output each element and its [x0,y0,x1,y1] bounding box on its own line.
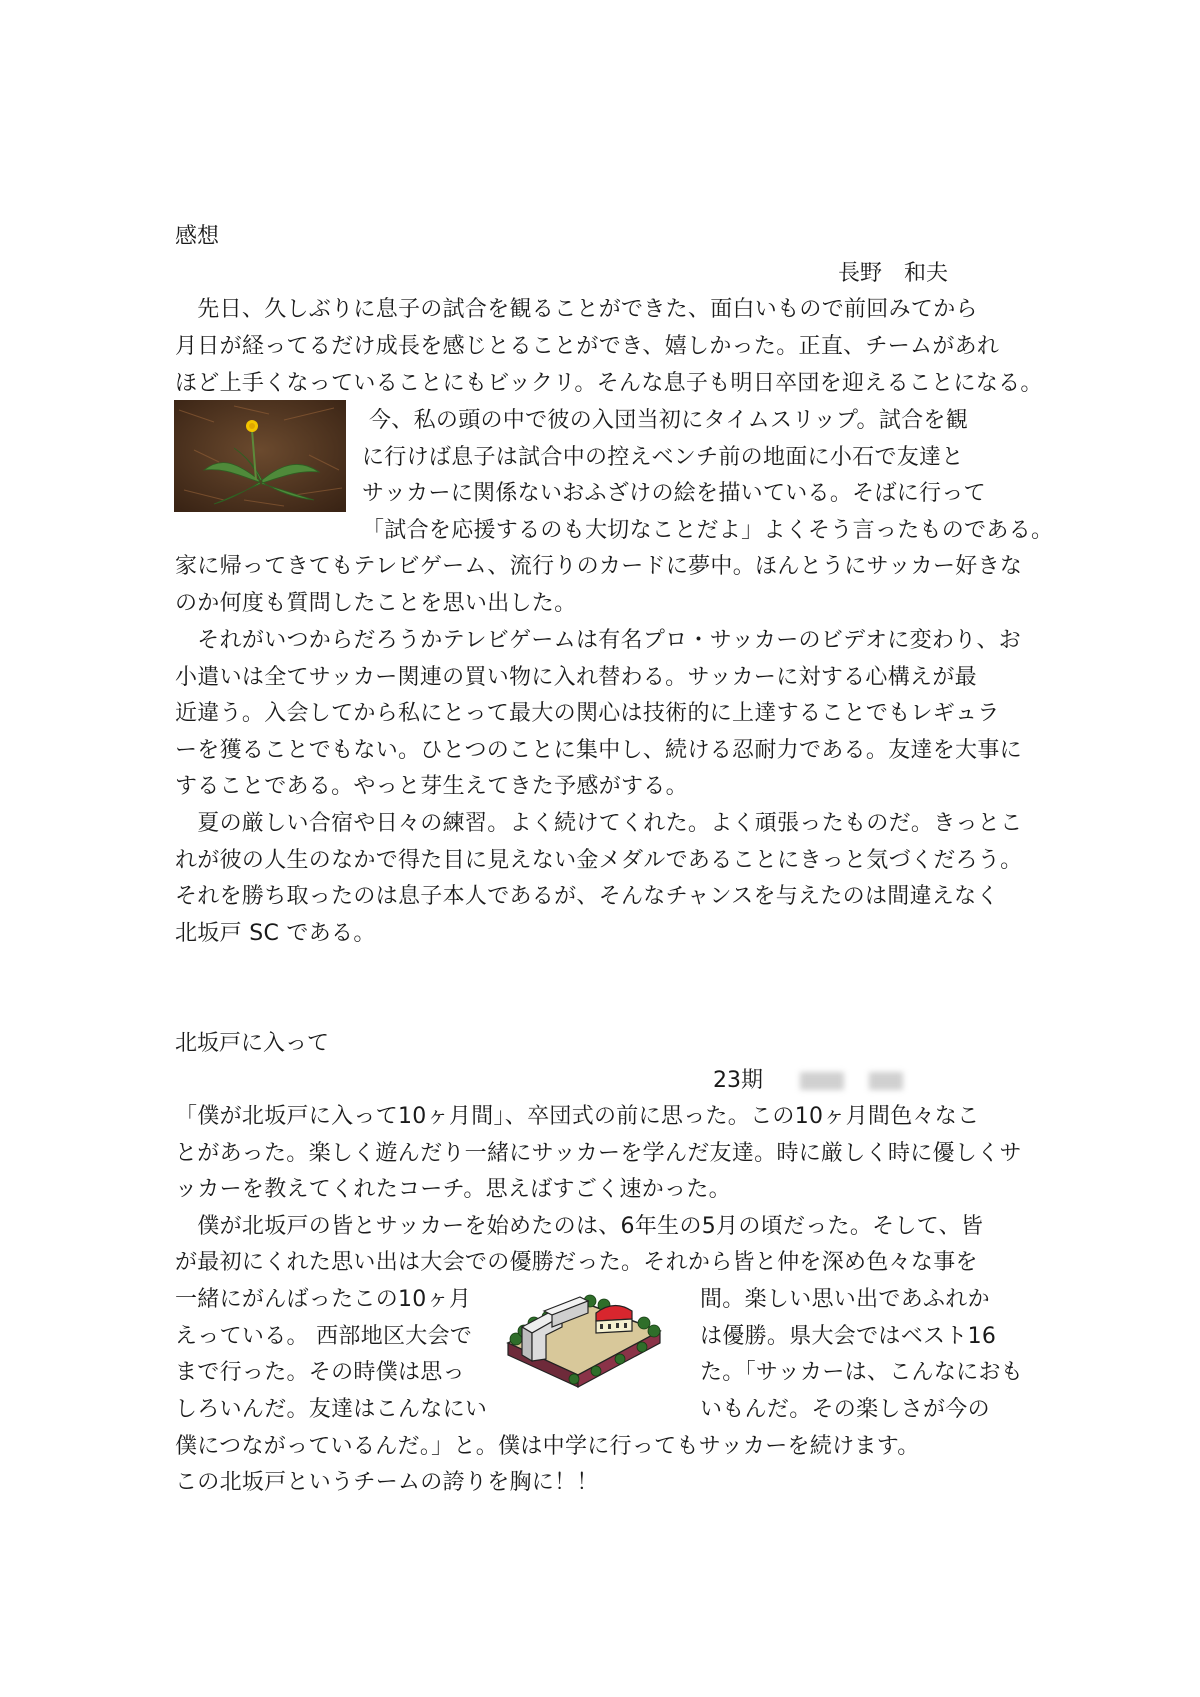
redacted-given-name [869,1072,903,1090]
essay1-line: 北坂戸 SC である。 [175,921,376,946]
essay1-line: 今、私の頭の中で彼の入団当初にタイムスリップ。試合を観 [369,408,969,433]
essay1-line: 月日が経ってるだけ成長を感じとることができ、嬉しかった。正直、チームがあれ [175,334,1000,359]
essay1-line: ほど上手くなっていることにもビックリ。そんな息子も明日卒団を迎えることになる。 [175,371,1043,396]
essay1-line: することである。やっと芽生えてきた予感がする。 [175,774,688,799]
essay1-line: それを勝ち取ったのは息子本人であるが、そんなチャンスを与えたのは間違えなく [175,884,999,909]
essay1-line: 「試合を応援するのも大切なことだよ」よくそう言ったものである。 [362,518,1054,543]
essay2-wrap-left: まで行った。その時僕は思っ [175,1360,465,1385]
essay1-line: のか何度も質問したことを思い出した。 [175,591,577,616]
essay2-wrap-right: 間。楽しい思い出であふれか [700,1287,990,1312]
essay2-line: この北坂戸というチームの誇りを胸に！！ [175,1470,599,1495]
essay1-line: 夏の厳しい合宿や日々の練習。よく続けてくれた。よく頑張ったものだ。きっとこ [175,811,1023,836]
dandelion-photo [174,400,346,512]
essay1-line: ーを獲ることでもない。ひとつのことに集中し、続ける忍耐力である。友達を大事に [175,738,1022,763]
essay2-line: 僕が北坂戸の皆とサッカーを始めたのは、6年生の5月の頃だった。そして、皆 [175,1214,984,1239]
essay2-title: 北坂戸に入って [175,1031,330,1056]
redacted-surname [800,1072,844,1090]
essay1-line: サッカーに関係ないおふざけの絵を描いている。そばに行って [362,481,986,506]
essay1-line: に行けば息子は試合中の控えベンチ前の地面に小石で友達と [362,445,964,470]
essay2-term: 23期 [713,1068,763,1093]
essay2-wrap-right: いもんだ。その楽しさが今の [700,1397,990,1422]
essay2-wrap-right: は優勝。県大会ではベスト16 [700,1324,997,1349]
essay1-line: 家に帰ってきてもテレビゲーム、流行りのカードに夢中。ほんとうにサッカー好きな [175,554,1023,579]
essay1-line: れが彼の人生のなかで得た目に見えない金メダルであることにきっと気づくだろう。 [175,848,1023,873]
essay1-line: 近違う。入会してから私にとって最大の関心は技術的に上達することでもレギュラ [175,701,1000,726]
essay2-wrap-left: 一緒にがんばったこの10ヶ月 [175,1287,472,1312]
essay1-line: それがいつからだろうかテレビゲームは有名プロ・サッカーのビデオに変わり、お [175,628,1022,653]
essay1-title: 感想 [175,224,220,249]
essay1-line: 小遣いは全てサッカー関連の買い物に入れ替わる。サッカーに対する心構えが最 [175,665,977,690]
essay2-line: とがあった。楽しく遊んだり一緒にサッカーを学んだ友達。時に厳しく時に優しくサ [175,1141,1022,1166]
essay1-author: 長野 和夫 [838,261,949,286]
essay2-wrap-left: えっている。 西部地区大会で [175,1324,473,1349]
essay2-line: 「僕が北坂戸に入って10ヶ月間」、卒団式の前に思った。この10ヶ月間色々なこ [175,1104,980,1129]
essay2-wrap-right: た。「サッカーは、こんなにおも [700,1360,1024,1385]
essay2-author [713,1066,903,1096]
essay2-line: ッカーを教えてくれたコーチ。思えばすごく速かった。 [175,1177,731,1202]
essay2-wrap-left: しろいんだ。友達はこんなにい [175,1397,488,1422]
essay2-line: が最初にくれた思い出は大会での優勝だった。それから皆と仲を深め色々な事を [175,1250,978,1275]
essay1-line: 先日、久しぶりに息子の試合を観ることができた、面白いもので前回みてから [175,297,978,322]
essay2-line: 僕につながっているんだ。」と。僕は中学に行ってもサッカーを続けます。 [175,1434,920,1459]
school-illustration [504,1283,664,1405]
